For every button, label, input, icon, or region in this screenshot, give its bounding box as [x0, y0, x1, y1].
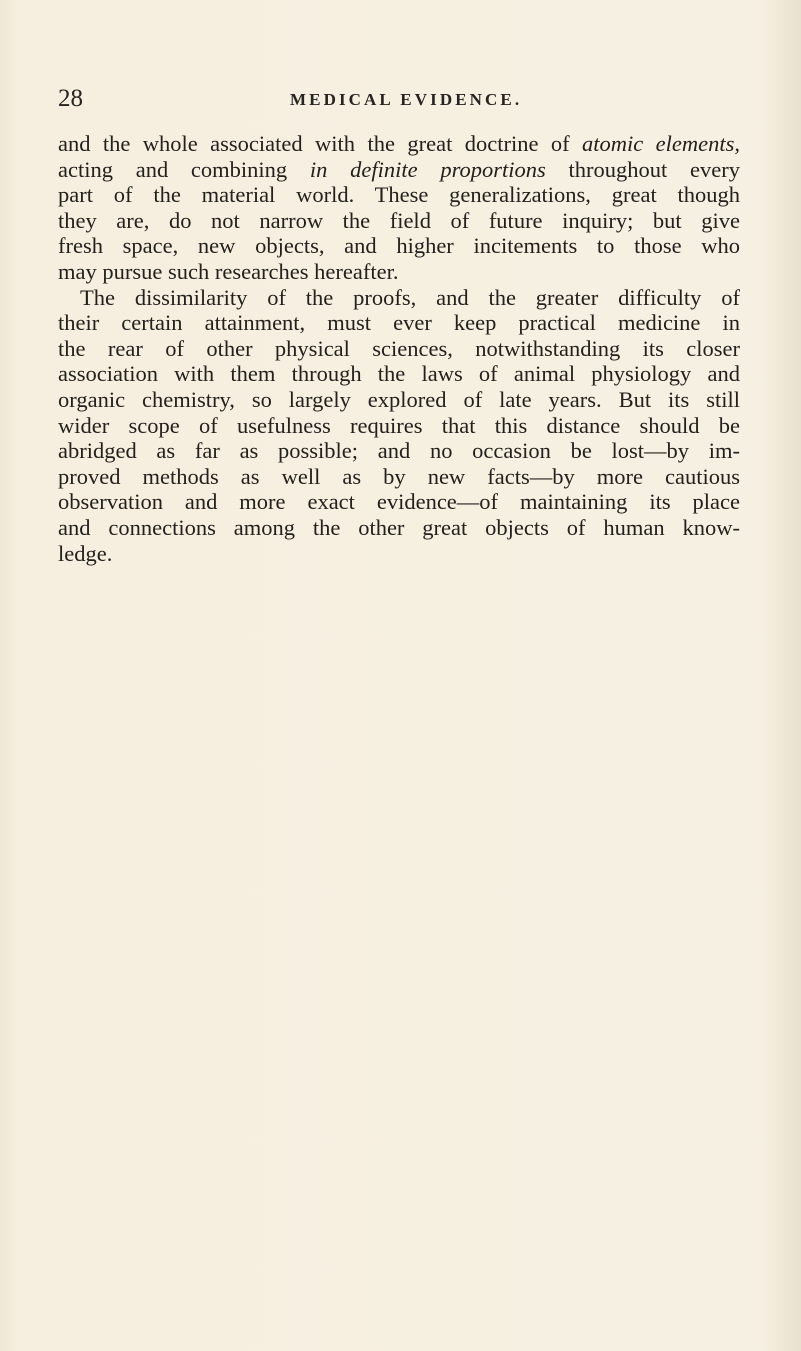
text-line: the rear of other physical sciences, notwithstanding its closer [58, 335, 740, 361]
text-line: and connections among the other great objects of human know- [58, 514, 740, 540]
text-line: they are, do not narrow the field of future inquiry; but give [58, 207, 740, 233]
text-line: proved methods as well as by new facts—by more cautious [58, 463, 740, 489]
body-text [58, 131, 740, 566]
text-line: part of the material world. These generalizations, great though [58, 182, 740, 208]
text-line: acting and combining in definite proportions throughout every [58, 156, 740, 182]
text-line: association with them through the laws of animal physiology and [58, 361, 740, 387]
text-line: organic chemistry, so largely explored of late years. But its still [58, 386, 740, 412]
page-number: 28 [58, 85, 83, 112]
page-header [58, 84, 738, 114]
text-line: and the whole associated with the great doctrine of atomic elements, [58, 131, 740, 156]
text-line: may pursue such researches hereafter. [58, 258, 399, 284]
text-line: The dissimilarity of the proofs, and the greater difficulty of [80, 284, 740, 310]
text-line: observation and more exact evidence—of maintaining its place [58, 489, 740, 515]
text-line: abridged as far as possible; and no occasion be lost—by im- [58, 438, 740, 464]
text-line: fresh space, new objects, and higher incitements to those who [58, 233, 740, 259]
text-line: ledge. [58, 540, 113, 566]
text-line: wider scope of usefulness requires that this distance should be [58, 412, 740, 438]
text-line: their certain attainment, must ever keep practical medicine in [58, 310, 740, 336]
running-title: MEDICAL EVIDENCE. [290, 90, 523, 109]
